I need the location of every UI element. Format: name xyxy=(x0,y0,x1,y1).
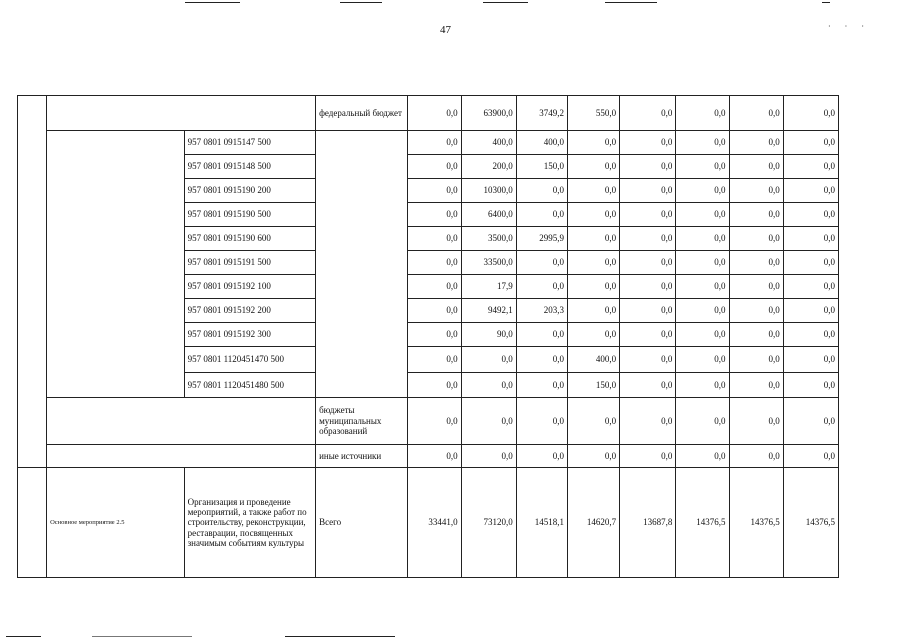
value-cell: 0,0 xyxy=(729,299,783,323)
value-cell: 0,0 xyxy=(620,323,676,347)
blank-merged-cell xyxy=(47,131,185,398)
value-cell: 0,0 xyxy=(620,299,676,323)
value-cell: 14620,7 xyxy=(567,468,619,578)
value-cell: 0,0 xyxy=(408,323,461,347)
value-cell: 0,0 xyxy=(676,203,729,227)
value-cell: 0,0 xyxy=(516,179,567,203)
value-cell: 0,0 xyxy=(567,131,619,155)
value-cell: 0,0 xyxy=(620,373,676,398)
value-cell: 0,0 xyxy=(408,179,461,203)
value-cell: 0,0 xyxy=(676,251,729,275)
value-cell: 0,0 xyxy=(516,275,567,299)
scan-mark-bottom-3 xyxy=(285,636,395,637)
value-cell: 0,0 xyxy=(729,96,783,131)
value-cell: 17,9 xyxy=(461,275,516,299)
value-cell: 0,0 xyxy=(783,131,838,155)
value-cell: 0,0 xyxy=(620,96,676,131)
value-cell: 0,0 xyxy=(783,251,838,275)
value-cell: 0,0 xyxy=(676,398,729,445)
value-cell: 0,0 xyxy=(676,445,729,468)
value-cell: 2995,9 xyxy=(516,227,567,251)
value-cell: 0,0 xyxy=(408,227,461,251)
value-cell: 0,0 xyxy=(516,203,567,227)
value-cell: 0,0 xyxy=(783,203,838,227)
table-row-other-sources xyxy=(18,445,839,468)
value-cell: 0,0 xyxy=(516,373,567,398)
scan-mark-bottom-1 xyxy=(6,636,41,637)
table-row-main-event xyxy=(18,468,839,578)
event-status: Основное мероприятие 2.5 xyxy=(47,468,185,578)
budget-code: 957 0801 0915192 100 xyxy=(184,275,315,299)
scan-mark-top-3 xyxy=(483,2,528,3)
value-cell: 0,0 xyxy=(567,155,619,179)
value-cell: 0,0 xyxy=(408,203,461,227)
page-number: 47 xyxy=(440,24,451,36)
scan-corner-marks: · · · xyxy=(828,22,870,31)
value-cell: 90,0 xyxy=(461,323,516,347)
blank-merged-cell xyxy=(47,398,316,445)
value-cell: 0,0 xyxy=(567,323,619,347)
value-cell: 0,0 xyxy=(729,323,783,347)
blank-merged-cell xyxy=(47,445,316,468)
value-cell: 10300,0 xyxy=(461,179,516,203)
value-cell: 3749,2 xyxy=(516,96,567,131)
value-cell: 0,0 xyxy=(729,131,783,155)
scan-mark-top-2 xyxy=(340,2,382,3)
value-cell: 0,0 xyxy=(676,347,729,373)
budget-code: 957 0801 0915192 200 xyxy=(184,299,315,323)
value-cell: 0,0 xyxy=(620,179,676,203)
value-cell: 0,0 xyxy=(729,398,783,445)
value-cell: 0,0 xyxy=(676,131,729,155)
value-cell: 6400,0 xyxy=(461,203,516,227)
value-cell: 14376,5 xyxy=(676,468,729,578)
value-cell: 0,0 xyxy=(783,323,838,347)
funding-source-municipal: бюджеты муниципальных образований xyxy=(316,398,408,445)
value-cell: 0,0 xyxy=(567,398,619,445)
scan-mark-top-1 xyxy=(185,2,240,3)
value-cell: 0,0 xyxy=(729,445,783,468)
value-cell: 0,0 xyxy=(729,203,783,227)
value-cell: 0,0 xyxy=(567,275,619,299)
value-cell: 0,0 xyxy=(676,179,729,203)
value-cell: 0,0 xyxy=(567,227,619,251)
funding-source-total: Всего xyxy=(316,468,408,578)
table-row-federal-budget xyxy=(18,96,839,131)
value-cell: 0,0 xyxy=(783,275,838,299)
budget-table xyxy=(17,95,839,578)
value-cell: 400,0 xyxy=(567,347,619,373)
value-cell: 0,0 xyxy=(676,155,729,179)
value-cell: 0,0 xyxy=(620,155,676,179)
table-row-municipal-budgets xyxy=(18,398,839,445)
value-cell: 0,0 xyxy=(408,299,461,323)
scan-mark-bottom-2 xyxy=(92,636,192,637)
value-cell: 0,0 xyxy=(783,347,838,373)
budget-code: 957 0801 0915148 500 xyxy=(184,155,315,179)
budget-code: 957 0801 0915147 500 xyxy=(184,131,315,155)
budget-code: 957 0801 0915190 600 xyxy=(184,227,315,251)
value-cell: 0,0 xyxy=(408,398,461,445)
budget-code: 957 0801 0915190 200 xyxy=(184,179,315,203)
value-cell: 0,0 xyxy=(676,299,729,323)
value-cell: 0,0 xyxy=(567,203,619,227)
value-cell: 550,0 xyxy=(567,96,619,131)
value-cell: 33441,0 xyxy=(408,468,461,578)
value-cell: 0,0 xyxy=(729,227,783,251)
value-cell: 14376,5 xyxy=(729,468,783,578)
value-cell: 14376,5 xyxy=(783,468,838,578)
value-cell: 0,0 xyxy=(408,155,461,179)
value-cell: 3500,0 xyxy=(461,227,516,251)
value-cell: 0,0 xyxy=(783,155,838,179)
value-cell: 0,0 xyxy=(620,251,676,275)
value-cell: 63900,0 xyxy=(461,96,516,131)
value-cell: 0,0 xyxy=(729,179,783,203)
value-cell: 0,0 xyxy=(567,445,619,468)
value-cell: 0,0 xyxy=(729,347,783,373)
value-cell: 0,0 xyxy=(408,445,461,468)
blank-merged-cell xyxy=(47,96,316,131)
blank-cell xyxy=(18,468,47,578)
value-cell: 0,0 xyxy=(408,275,461,299)
value-cell: 150,0 xyxy=(567,373,619,398)
value-cell: 0,0 xyxy=(461,398,516,445)
value-cell: 400,0 xyxy=(461,131,516,155)
value-cell: 203,3 xyxy=(516,299,567,323)
value-cell: 0,0 xyxy=(783,373,838,398)
value-cell: 0,0 xyxy=(567,179,619,203)
value-cell: 0,0 xyxy=(516,251,567,275)
value-cell: 0,0 xyxy=(408,251,461,275)
value-cell: 0,0 xyxy=(620,203,676,227)
value-cell: 0,0 xyxy=(783,445,838,468)
value-cell: 150,0 xyxy=(516,155,567,179)
value-cell: 400,0 xyxy=(516,131,567,155)
value-cell: 13687,8 xyxy=(620,468,676,578)
value-cell: 0,0 xyxy=(516,323,567,347)
event-name: Организация и проведение мероприятий, а также работ по строительству, реконструкции, реставрации, посвященных значимым событиям культуры xyxy=(184,468,315,578)
value-cell: 0,0 xyxy=(461,373,516,398)
value-cell: 73120,0 xyxy=(461,468,516,578)
value-cell: 0,0 xyxy=(620,227,676,251)
funding-source-other: иные источники xyxy=(316,445,408,468)
value-cell: 0,0 xyxy=(516,398,567,445)
value-cell: 0,0 xyxy=(620,347,676,373)
value-cell: 0,0 xyxy=(408,373,461,398)
value-cell: 0,0 xyxy=(620,275,676,299)
scan-mark-top-4 xyxy=(605,2,657,3)
budget-code: 957 0801 0915192 300 xyxy=(184,323,315,347)
value-cell: 33500,0 xyxy=(461,251,516,275)
value-cell: 0,0 xyxy=(620,398,676,445)
value-cell: 0,0 xyxy=(783,227,838,251)
scan-mark-top-5 xyxy=(822,2,830,3)
value-cell: 0,0 xyxy=(729,155,783,179)
value-cell: 0,0 xyxy=(729,275,783,299)
value-cell: 0,0 xyxy=(516,445,567,468)
value-cell: 0,0 xyxy=(676,323,729,347)
value-cell: 0,0 xyxy=(729,251,783,275)
value-cell: 0,0 xyxy=(408,96,461,131)
budget-code: 957 0801 1120451480 500 xyxy=(184,373,315,398)
value-cell: 0,0 xyxy=(729,373,783,398)
value-cell: 0,0 xyxy=(783,398,838,445)
value-cell: 200,0 xyxy=(461,155,516,179)
status-column-blank xyxy=(18,96,47,468)
value-cell: 0,0 xyxy=(620,445,676,468)
value-cell: 0,0 xyxy=(676,275,729,299)
value-cell: 0,0 xyxy=(408,347,461,373)
value-cell: 0,0 xyxy=(783,179,838,203)
value-cell: 0,0 xyxy=(461,347,516,373)
value-cell: 0,0 xyxy=(516,347,567,373)
funding-source-federal: федеральный бюджет xyxy=(316,96,408,131)
value-cell: 9492,1 xyxy=(461,299,516,323)
table-row-budget-code xyxy=(18,131,839,155)
value-cell: 0,0 xyxy=(567,299,619,323)
value-cell: 0,0 xyxy=(676,373,729,398)
value-cell: 0,0 xyxy=(783,299,838,323)
value-cell: 0,0 xyxy=(408,131,461,155)
budget-code: 957 0801 0915191 500 xyxy=(184,251,315,275)
value-cell: 0,0 xyxy=(783,96,838,131)
budget-code: 957 0801 0915190 500 xyxy=(184,203,315,227)
budget-code: 957 0801 1120451470 500 xyxy=(184,347,315,373)
value-cell: 0,0 xyxy=(461,445,516,468)
value-cell: 0,0 xyxy=(567,251,619,275)
value-cell: 14518,1 xyxy=(516,468,567,578)
value-cell: 0,0 xyxy=(676,227,729,251)
value-cell: 0,0 xyxy=(676,96,729,131)
value-cell: 0,0 xyxy=(620,131,676,155)
blank-merged-cell xyxy=(316,131,408,398)
